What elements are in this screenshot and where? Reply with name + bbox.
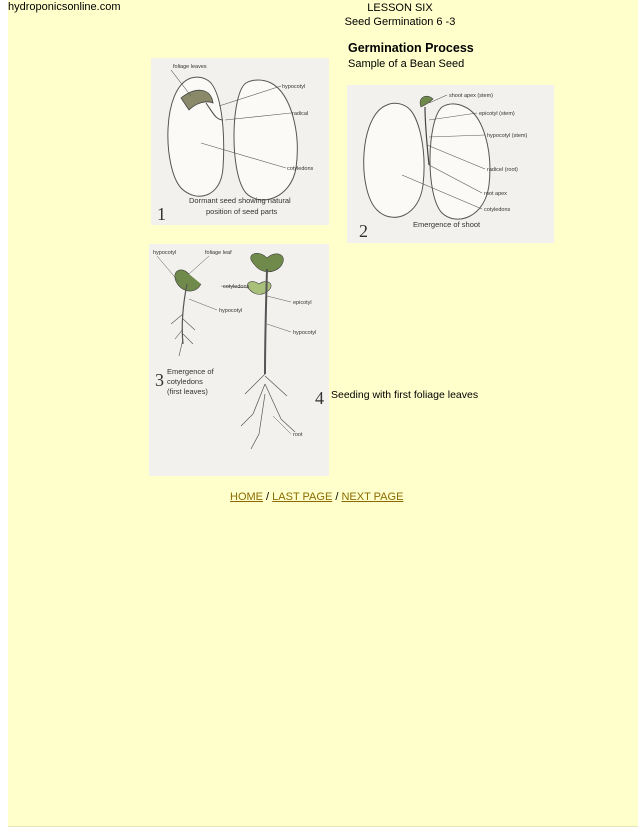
nav-separator: / <box>332 491 342 503</box>
fig2-label-radicel: radicel (root) <box>487 167 518 173</box>
dormant-seed-illustration <box>151 58 329 225</box>
fig3-caption-line2: cotyledons <box>167 377 203 386</box>
fig1-label-foliage-leaves: foliage leaves <box>173 64 207 70</box>
fig1-label-hypocotyl: hypocotyl <box>282 84 306 90</box>
fig1-caption-line1: Dormant seed showing natural <box>189 196 291 205</box>
fig2-caption: Emergence of shoot <box>413 220 481 229</box>
fig3-label-hypocotyl-3: hypocotyl <box>293 330 317 336</box>
fig2-label-shoot-apex: shoot apex (stem) <box>449 93 494 99</box>
fig1-label-radical: radical <box>292 111 309 117</box>
seedling-caption: Seeding with first foliage leaves <box>331 389 479 401</box>
seedling-growth-illustration <box>149 244 329 476</box>
fig3-number-right: 4 <box>315 388 324 408</box>
fig2-label-hypocotyl: hypocotyl (stem) <box>487 133 528 139</box>
fig3-label-epicotyl: epicotyl <box>293 300 312 306</box>
fig3-label-foliage-leaf: foliage leaf <box>205 250 232 256</box>
last-page-link[interactable]: LAST PAGE <box>272 491 333 503</box>
lesson-section: Seed Germination 6 -3 <box>344 16 456 28</box>
next-page-link[interactable]: NEXT PAGE <box>341 491 404 503</box>
fig3-label-cotyledons: cotyledons <box>223 284 250 290</box>
lesson-heading <box>300 1 500 29</box>
fig1-number: 1 <box>157 204 166 224</box>
page-subtitle: Sample of a Bean Seed <box>348 58 465 70</box>
fig3-label-hypocotyl-2: hypocotyl <box>219 308 243 314</box>
lesson-number: LESSON SIX <box>367 2 433 14</box>
nav-separator: / <box>263 491 273 503</box>
figure-emergence-shoot <box>347 85 554 243</box>
page-title: Germination Process <box>348 41 474 55</box>
fig3-number-left: 3 <box>155 370 164 390</box>
page-navigation <box>230 491 403 503</box>
fig3-label-root: root <box>293 432 303 438</box>
fig1-caption-line2: position of seed parts <box>206 207 278 216</box>
fig2-label-epicotyl: epicotyl (stem) <box>479 111 515 117</box>
figure-seedling-growth <box>149 244 329 476</box>
fig2-number: 2 <box>359 221 368 241</box>
fig1-label-cotyledons: cotyledons <box>287 166 314 172</box>
site-name: hydroponicsonline.com <box>8 1 121 13</box>
fig3-caption-line3: (first leaves) <box>167 387 208 396</box>
fig2-label-cotyledons: cotyledons <box>484 207 511 213</box>
fig3-label-hypocotyl: hypocotyl <box>153 250 177 256</box>
emergence-shoot-illustration <box>347 85 554 243</box>
home-link[interactable]: HOME <box>230 491 263 503</box>
figure-dormant-seed <box>151 58 329 225</box>
fig2-label-root-apex: root apex <box>484 191 507 197</box>
fig3-caption-line1: Emergence of <box>167 367 214 376</box>
